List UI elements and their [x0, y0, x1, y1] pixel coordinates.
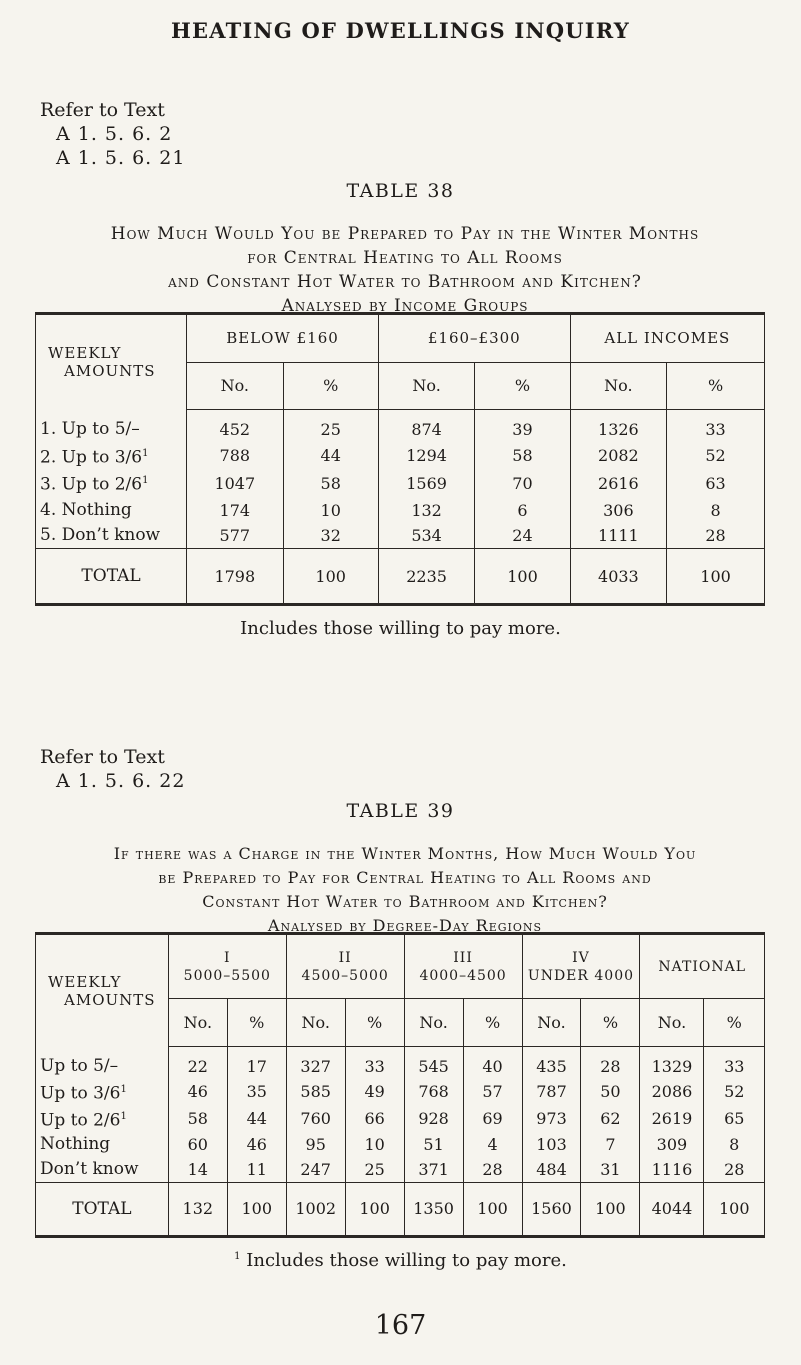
cell-percent: 44 — [283, 441, 378, 469]
col-pct: % — [345, 999, 404, 1047]
table-row — [36, 469, 764, 497]
table-39-footnote — [0, 1250, 801, 1271]
cell-percent: 35 — [227, 1078, 286, 1105]
cell-percent: 7 — [581, 1132, 640, 1157]
row-label — [36, 1132, 168, 1157]
row-label-text: 1. Up to 5/– — [40, 418, 140, 439]
footnote-mark: 1 — [234, 1251, 241, 1262]
cell-number: 1329 — [640, 1047, 704, 1078]
cell-percent: 33 — [704, 1047, 764, 1078]
cell-number: 51 — [404, 1132, 463, 1157]
col-no: No. — [378, 362, 474, 409]
cell-number: 247 — [286, 1157, 345, 1182]
row-label-text: Up to 3/6 — [40, 1083, 121, 1104]
cell-number: 371 — [404, 1157, 463, 1182]
heading-line: Analysed by Degree-Day Regions — [267, 916, 543, 935]
row-label — [36, 469, 187, 497]
cell-number: 95 — [286, 1132, 345, 1157]
page-header: HEATING OF DWELLINGS INQUIRY — [170, 18, 630, 43]
row-label-text: Up to 5/– — [40, 1056, 119, 1077]
total-percent: 100 — [581, 1182, 640, 1235]
cell-percent: 49 — [345, 1078, 404, 1105]
region-numeral: III — [453, 949, 473, 966]
col-no: No. — [168, 999, 227, 1047]
col-no: No. — [404, 999, 463, 1047]
corner-header — [36, 315, 187, 409]
cell-percent: 50 — [581, 1078, 640, 1105]
footnote-text: Includes those willing to pay more. — [246, 1250, 567, 1271]
cell-percent: 70 — [475, 469, 570, 497]
cell-percent: 46 — [227, 1132, 286, 1157]
total-number: 1350 — [404, 1182, 463, 1235]
total-number: 132 — [168, 1182, 227, 1235]
cell-number: 1326 — [570, 409, 666, 441]
total-label: TOTAL — [36, 549, 187, 603]
cell-number: 1569 — [378, 469, 474, 497]
cell-number: 2086 — [640, 1078, 704, 1105]
cell-number: 452 — [187, 409, 283, 441]
footnote-mark: 1 — [120, 1083, 127, 1095]
total-number: 4033 — [570, 549, 666, 603]
corner-label-2: AMOUNTS — [64, 990, 156, 1009]
col-no: No. — [570, 362, 666, 409]
cell-number: 577 — [187, 523, 283, 549]
cell-percent: 63 — [667, 469, 764, 497]
cell-number: 1294 — [378, 441, 474, 469]
cell-number: 2616 — [570, 469, 666, 497]
cell-percent: 24 — [475, 523, 570, 549]
table-row — [36, 1157, 764, 1182]
row-label-text: Up to 2/6 — [40, 1110, 121, 1131]
row-label-text: 3. Up to 2/6 — [40, 475, 143, 496]
table-38 — [35, 312, 765, 606]
total-percent: 100 — [283, 549, 378, 603]
cell-number: 787 — [522, 1078, 581, 1105]
region-numeral: II — [338, 949, 352, 966]
cell-number: 309 — [640, 1132, 704, 1157]
refer-block-39 — [40, 745, 185, 793]
corner-label-1: WEEKLY — [48, 972, 122, 991]
cell-percent: 66 — [345, 1105, 404, 1132]
row-label — [36, 523, 187, 549]
region-range: 4500–5000 — [301, 967, 389, 984]
total-percent: 100 — [463, 1182, 522, 1235]
table-row — [36, 1105, 764, 1132]
cell-percent: 65 — [704, 1105, 764, 1132]
refer-label: Refer to Text — [40, 99, 165, 121]
refer-code: A 1. 5. 6. 21 — [56, 147, 186, 169]
cell-number: 327 — [286, 1047, 345, 1078]
total-label: TOTAL — [36, 1182, 168, 1235]
region-header — [404, 935, 522, 999]
cell-number: 103 — [522, 1132, 581, 1157]
cell-number: 60 — [168, 1132, 227, 1157]
cell-number: 928 — [404, 1105, 463, 1132]
refer-block-38 — [40, 98, 185, 170]
row-label-text: 2. Up to 3/6 — [40, 447, 143, 468]
cell-percent: 11 — [227, 1157, 286, 1182]
col-pct: % — [463, 999, 522, 1047]
heading-line: and Constant Hot Water to Bathroom and Kitchen? — [168, 272, 642, 292]
region-header — [522, 935, 640, 999]
region-range: 5000–5500 — [183, 967, 271, 984]
row-label — [36, 1105, 168, 1132]
total-number: 1002 — [286, 1182, 345, 1235]
cell-percent: 58 — [283, 469, 378, 497]
table-row — [36, 497, 764, 523]
heading-line: Analysed by Income Groups — [281, 296, 529, 316]
cell-number: 14 — [168, 1157, 227, 1182]
cell-percent: 6 — [475, 497, 570, 523]
corner-label-2: AMOUNTS — [64, 362, 156, 381]
col-no: No. — [187, 362, 283, 409]
col-pct: % — [704, 999, 764, 1047]
cell-number: 132 — [378, 497, 474, 523]
cell-percent: 8 — [704, 1132, 764, 1157]
cell-number: 46 — [168, 1078, 227, 1105]
heading-line: If there was a Charge in the Winter Months, How Much Would You — [113, 844, 697, 863]
cell-number: 174 — [187, 497, 283, 523]
region-numeral: I — [224, 949, 231, 966]
cell-number: 788 — [187, 441, 283, 469]
refer-code: A 1. 5. 6. 2 — [56, 123, 173, 145]
group-header: BELOW £160 — [187, 315, 379, 362]
row-label — [36, 497, 187, 523]
footnote-mark: 1 — [120, 1110, 127, 1122]
refer-label: Refer to Text — [40, 746, 165, 768]
table-row — [36, 1132, 764, 1157]
cell-percent: 40 — [463, 1047, 522, 1078]
heading-line: Constant Hot Water to Bathroom and Kitchen? — [202, 892, 608, 911]
cell-percent: 31 — [581, 1157, 640, 1182]
cell-number: 1116 — [640, 1157, 704, 1182]
total-number: 4044 — [640, 1182, 704, 1235]
row-label-text: Don’t know — [40, 1159, 139, 1180]
total-number: 1798 — [187, 549, 283, 603]
cell-percent: 44 — [227, 1105, 286, 1132]
cell-percent: 39 — [475, 409, 570, 441]
page-number: 167 — [374, 1310, 427, 1341]
region-header — [168, 935, 286, 999]
group-header: ALL INCOMES — [570, 315, 764, 362]
total-percent: 100 — [704, 1182, 764, 1235]
footnote-mark: 1 — [142, 475, 149, 487]
table-row — [36, 409, 764, 441]
corner-header — [36, 935, 168, 1047]
total-percent: 100 — [667, 549, 764, 603]
cell-number: 545 — [404, 1047, 463, 1078]
cell-percent: 10 — [345, 1132, 404, 1157]
group-header: £160–£300 — [378, 315, 570, 362]
heading-line: How Much Would You be Prepared to Pay in the Winter Months — [110, 224, 700, 244]
cell-number: 435 — [522, 1047, 581, 1078]
cell-number: 534 — [378, 523, 474, 549]
row-label — [36, 1078, 168, 1105]
cell-number: 768 — [404, 1078, 463, 1105]
table-row — [36, 441, 764, 469]
cell-number: 585 — [286, 1078, 345, 1105]
table-38-footnote: Includes those willing to pay more. — [240, 618, 561, 639]
col-no: No. — [522, 999, 581, 1047]
cell-number: 484 — [522, 1157, 581, 1182]
region-range: NATIONAL — [658, 958, 746, 975]
heading-line: be Prepared to Pay for Central Heating to All Rooms and — [158, 868, 652, 887]
cell-percent: 28 — [704, 1157, 764, 1182]
row-label — [36, 441, 187, 469]
col-pct: % — [283, 362, 378, 409]
table-row — [36, 523, 764, 549]
cell-percent: 4 — [463, 1132, 522, 1157]
cell-percent: 58 — [475, 441, 570, 469]
row-label-text: Nothing — [40, 1134, 111, 1155]
col-no: No. — [640, 999, 704, 1047]
cell-percent: 32 — [283, 523, 378, 549]
table-39 — [35, 932, 765, 1238]
total-number: 1560 — [522, 1182, 581, 1235]
cell-percent: 33 — [345, 1047, 404, 1078]
cell-percent: 62 — [581, 1105, 640, 1132]
cell-percent: 17 — [227, 1047, 286, 1078]
cell-number: 22 — [168, 1047, 227, 1078]
total-number: 2235 — [378, 549, 474, 603]
refer-code: A 1. 5. 6. 22 — [56, 770, 186, 792]
footnote-mark: 1 — [142, 447, 149, 459]
total-row — [36, 1182, 764, 1235]
row-label-text: 4. Nothing — [40, 499, 132, 520]
cell-number: 2082 — [570, 441, 666, 469]
cell-percent: 25 — [283, 409, 378, 441]
cell-percent: 52 — [704, 1078, 764, 1105]
table-38-label: TABLE 38 — [346, 180, 455, 202]
col-pct: % — [581, 999, 640, 1047]
col-no: No. — [286, 999, 345, 1047]
table-row — [36, 1078, 764, 1105]
cell-percent: 28 — [463, 1157, 522, 1182]
cell-number: 306 — [570, 497, 666, 523]
row-label — [36, 1047, 168, 1078]
region-range: UNDER 4000 — [527, 967, 635, 984]
heading-line: for Central Heating to All Rooms — [247, 248, 563, 268]
region-range: 4000–4500 — [419, 967, 507, 984]
row-label — [36, 1157, 168, 1182]
cell-percent: 28 — [581, 1047, 640, 1078]
cell-percent: 52 — [667, 441, 764, 469]
col-pct: % — [227, 999, 286, 1047]
cell-percent: 25 — [345, 1157, 404, 1182]
col-pct: % — [667, 362, 764, 409]
total-row — [36, 549, 764, 603]
cell-number: 874 — [378, 409, 474, 441]
row-label — [36, 409, 187, 441]
table-38-heading — [20, 222, 790, 318]
cell-percent: 8 — [667, 497, 764, 523]
row-label-text: 5. Don’t know — [40, 525, 161, 546]
corner-label-1: WEEKLY — [48, 344, 122, 363]
col-pct: % — [475, 362, 570, 409]
region-header — [286, 935, 404, 999]
cell-number: 1047 — [187, 469, 283, 497]
cell-number: 58 — [168, 1105, 227, 1132]
cell-number: 2619 — [640, 1105, 704, 1132]
cell-percent: 10 — [283, 497, 378, 523]
cell-number: 973 — [522, 1105, 581, 1132]
cell-percent: 28 — [667, 523, 764, 549]
cell-percent: 69 — [463, 1105, 522, 1132]
cell-percent: 33 — [667, 409, 764, 441]
total-percent: 100 — [345, 1182, 404, 1235]
cell-percent: 57 — [463, 1078, 522, 1105]
total-percent: 100 — [227, 1182, 286, 1235]
cell-number: 1111 — [570, 523, 666, 549]
cell-number: 760 — [286, 1105, 345, 1132]
table-39-label: TABLE 39 — [346, 800, 455, 822]
total-percent: 100 — [475, 549, 570, 603]
region-header — [640, 935, 764, 999]
region-numeral: IV — [572, 949, 590, 966]
table-39-heading — [20, 842, 790, 938]
table-row — [36, 1047, 764, 1078]
